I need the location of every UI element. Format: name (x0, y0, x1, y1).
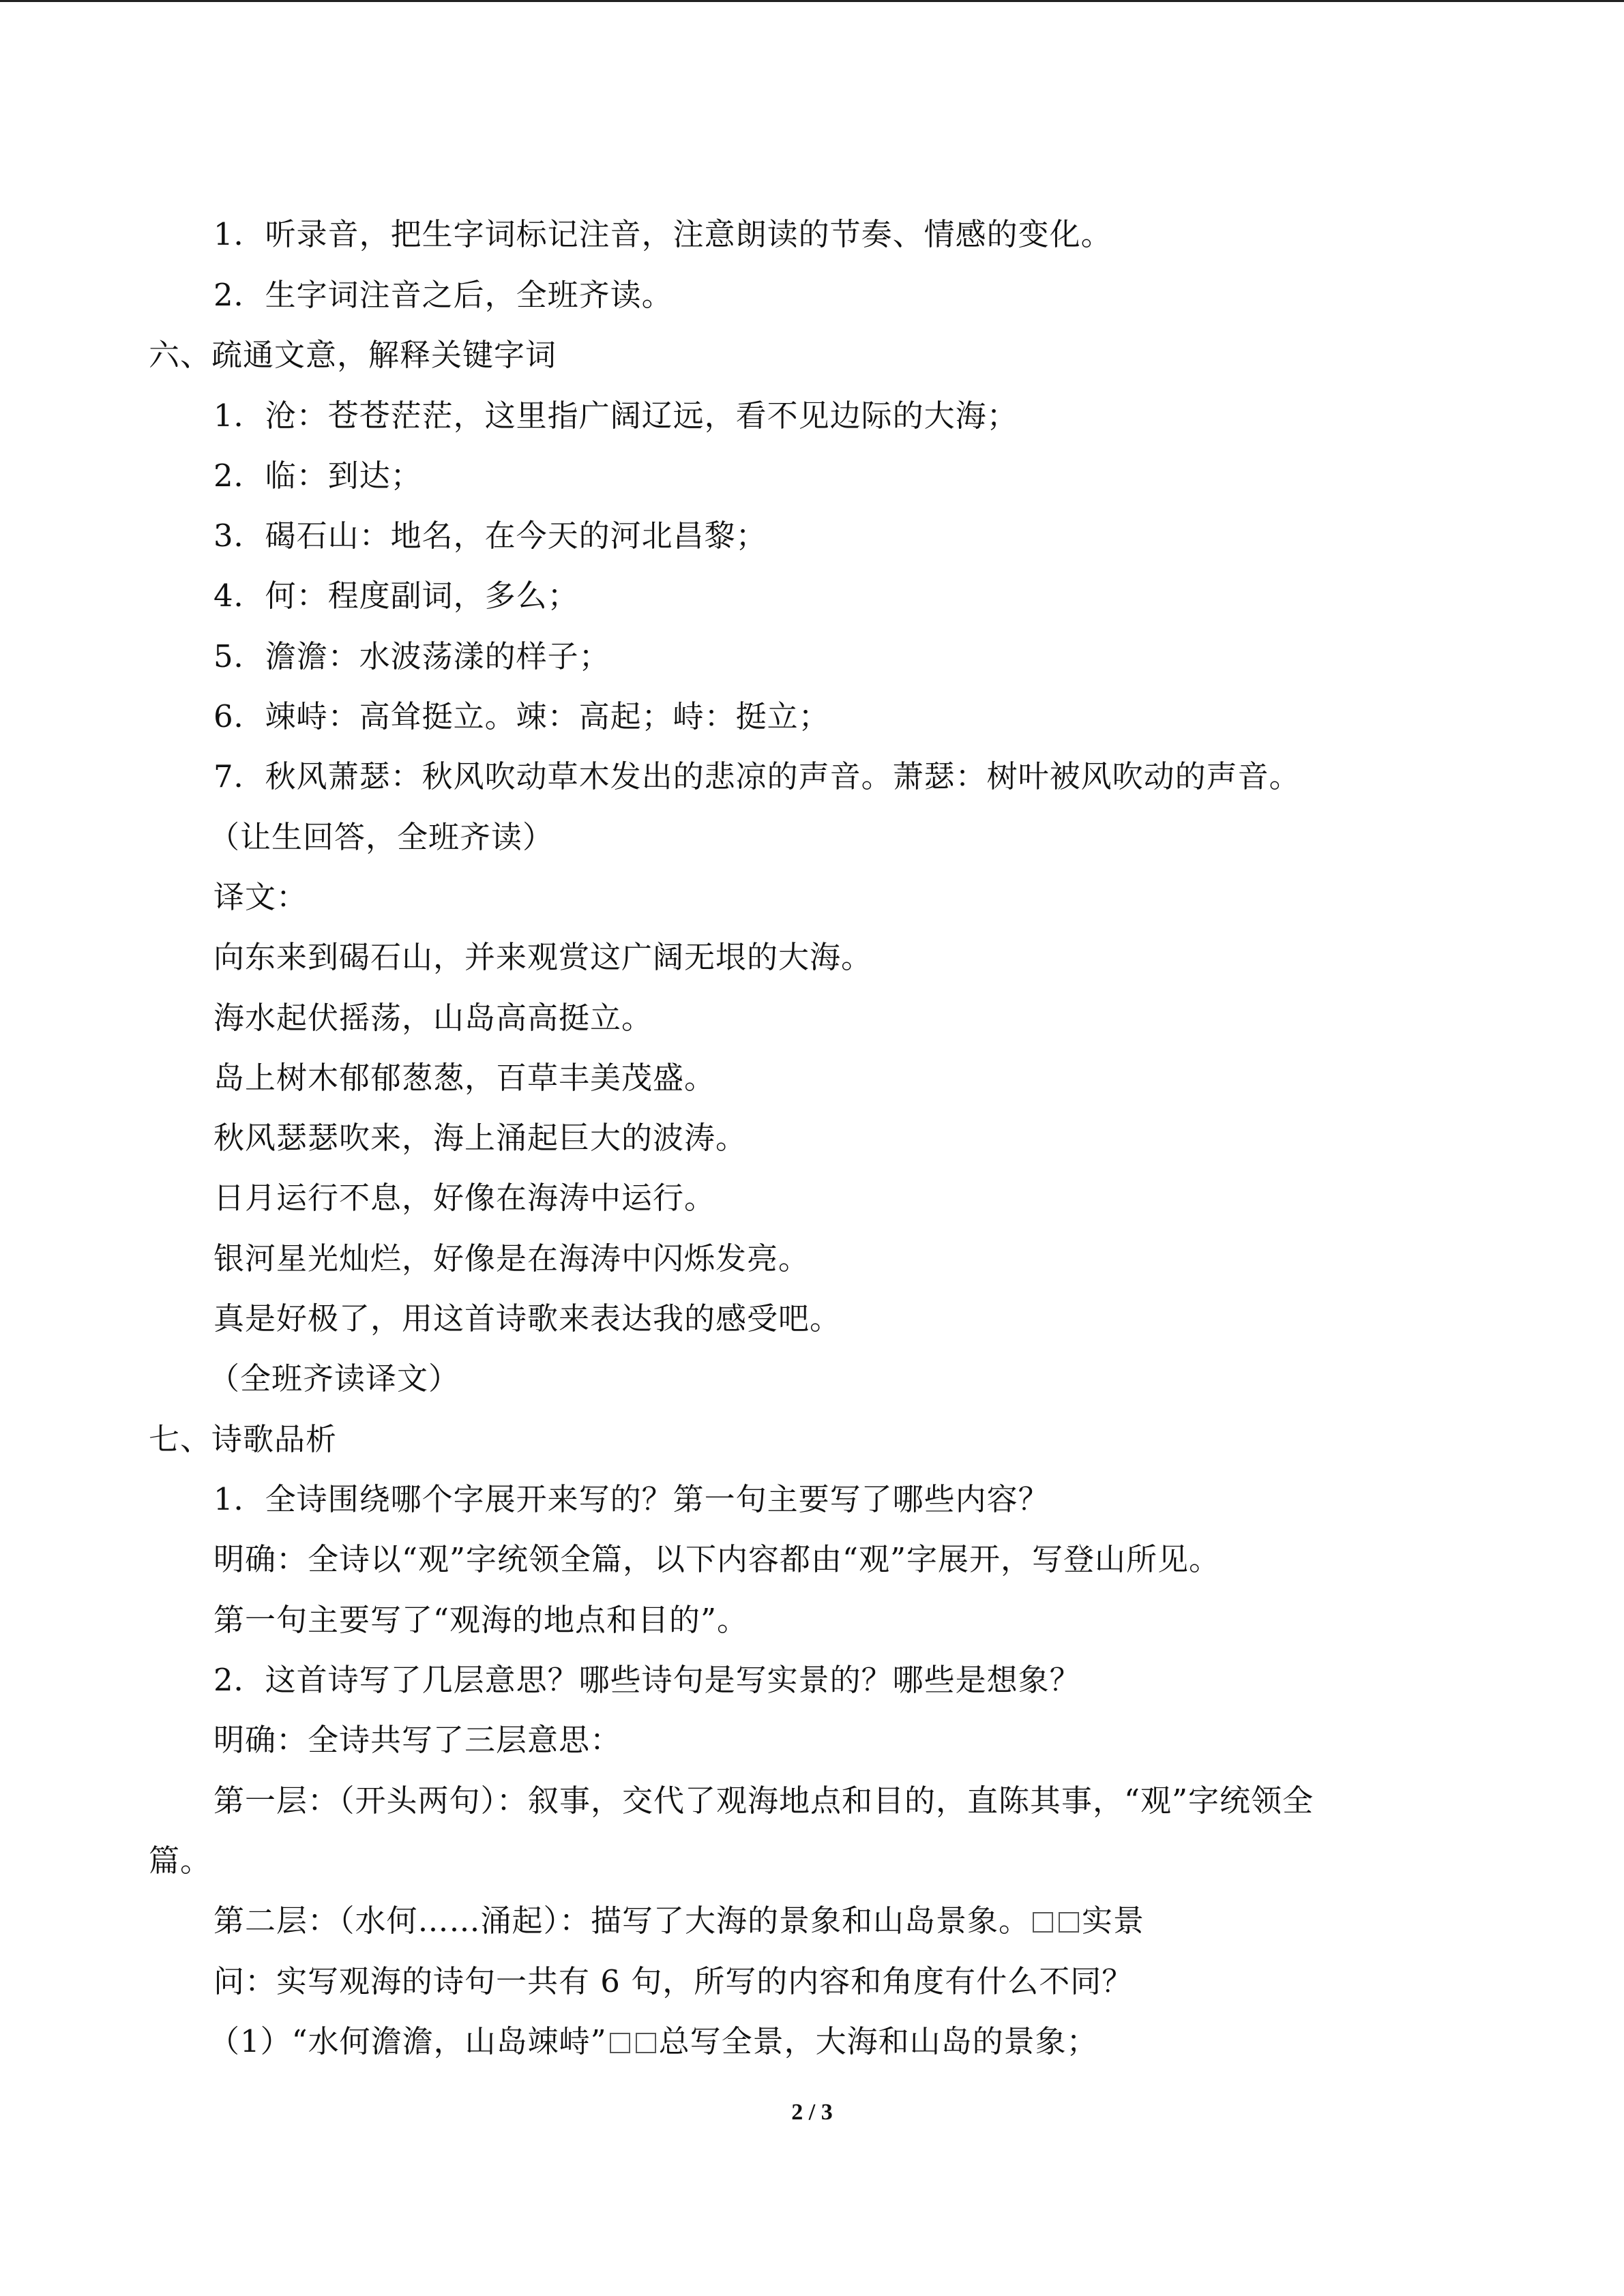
question-1: 1．全诗围绕哪个字展开来写的？第一句主要写了哪些内容？ (213, 1481, 1050, 1517)
layer-2-text: 第二层：（水何……涌起）：描写了大海的景象和山岛景象。 (213, 1903, 1031, 1939)
analysis-point-1 (209, 2021, 1098, 2062)
translation-line-7: 真是好极了，用这首诗歌来表达我的感受吧。 (213, 1300, 842, 1337)
translation-line-2: 海水起伏摇荡，山岛高高挺立。 (213, 1000, 653, 1036)
missing-glyph-box-icon (1059, 1912, 1079, 1933)
question-3: 问：实写观海的诗句一共有 6 句，所写的内容和角度有什么不同？ (213, 1963, 1134, 1999)
answer-1-continued: 第一句主要写了“观海的地点和目的”。 (213, 1602, 749, 1638)
analysis-point-1-quote: （1）“水何澹澹，山岛竦峙” (209, 2023, 607, 2059)
section-7-heading: 七、诗歌品析 (149, 1421, 338, 1457)
gloss-item-1: 1．沧：苍苍茫茫，这里指广阔辽远，看不见边际的大海； (213, 398, 1018, 434)
gloss-item-5: 5．澹澹：水波荡漾的样子； (213, 638, 610, 674)
analysis-point-1-text: 总写全景，大海和山岛的景象； (658, 2023, 1098, 2059)
layer-1-description-wrap: 篇。 (149, 1843, 212, 1879)
gloss-item-7: 7．秋风萧瑟：秋风吹动草木发出的悲凉的声音。萧瑟：树叶被风吹动的声音。 (213, 758, 1301, 794)
missing-glyph-box-icon (1033, 1912, 1053, 1933)
translation-line-1: 向东来到碣石山，并来观赏这广阔无垠的大海。 (213, 939, 873, 975)
missing-glyph-box-icon (636, 2033, 656, 2053)
translation-label: 译文： (213, 879, 308, 915)
layer-2-description (213, 1900, 1145, 1941)
gloss-item-6: 6．竦峙：高耸挺立。竦：高起；峙：挺立； (213, 698, 830, 734)
page-number: 2 / 3 (791, 2100, 833, 2125)
answer-1: 明确：全诗以“观”字统领全篇，以下内容都由“观”字展开，写登山所见。 (213, 1541, 1221, 1577)
layer-1-description: 第一层：（开头两句）：叙事，交代了观海地点和目的，直陈其事，“观”字统领全 (213, 1783, 1314, 1819)
class-instruction-note: （让生回答，全班齐读） (209, 819, 555, 855)
step-2-read-aloud: 2．生字词注音之后，全班齐读。 (213, 277, 673, 313)
translation-line-3: 岛上树木郁郁葱葱，百草丰美茂盛。 (213, 1060, 716, 1096)
translation-line-6: 银河星光灿烂，好像是在海涛中闪烁发亮。 (213, 1240, 810, 1277)
class-reading-note: （全班齐读译文） (209, 1360, 460, 1397)
gloss-item-3: 3．碣石山：地名，在今天的河北昌黎； (213, 518, 767, 554)
gloss-item-4: 4．何：程度副词，多么； (213, 578, 579, 614)
layer-2-tag: 实景 (1082, 1903, 1145, 1939)
translation-line-5: 日月运行不息，好像在海涛中运行。 (213, 1180, 716, 1216)
question-2: 2．这首诗写了几层意思？哪些诗句是写实景的？哪些是想象？ (213, 1662, 1081, 1698)
section-6-heading: 六、疏通文意，解释关键字词 (149, 337, 557, 373)
gloss-item-2: 2．临：到达； (213, 458, 422, 494)
translation-line-4: 秋风瑟瑟吹来，海上涌起巨大的波涛。 (213, 1120, 748, 1156)
step-1-listen: 1．听录音，把生字词标记注音，注意朗读的节奏、情感的变化。 (213, 216, 1112, 252)
answer-2: 明确：全诗共写了三层意思： (213, 1722, 622, 1758)
missing-glyph-box-icon (610, 2033, 630, 2053)
